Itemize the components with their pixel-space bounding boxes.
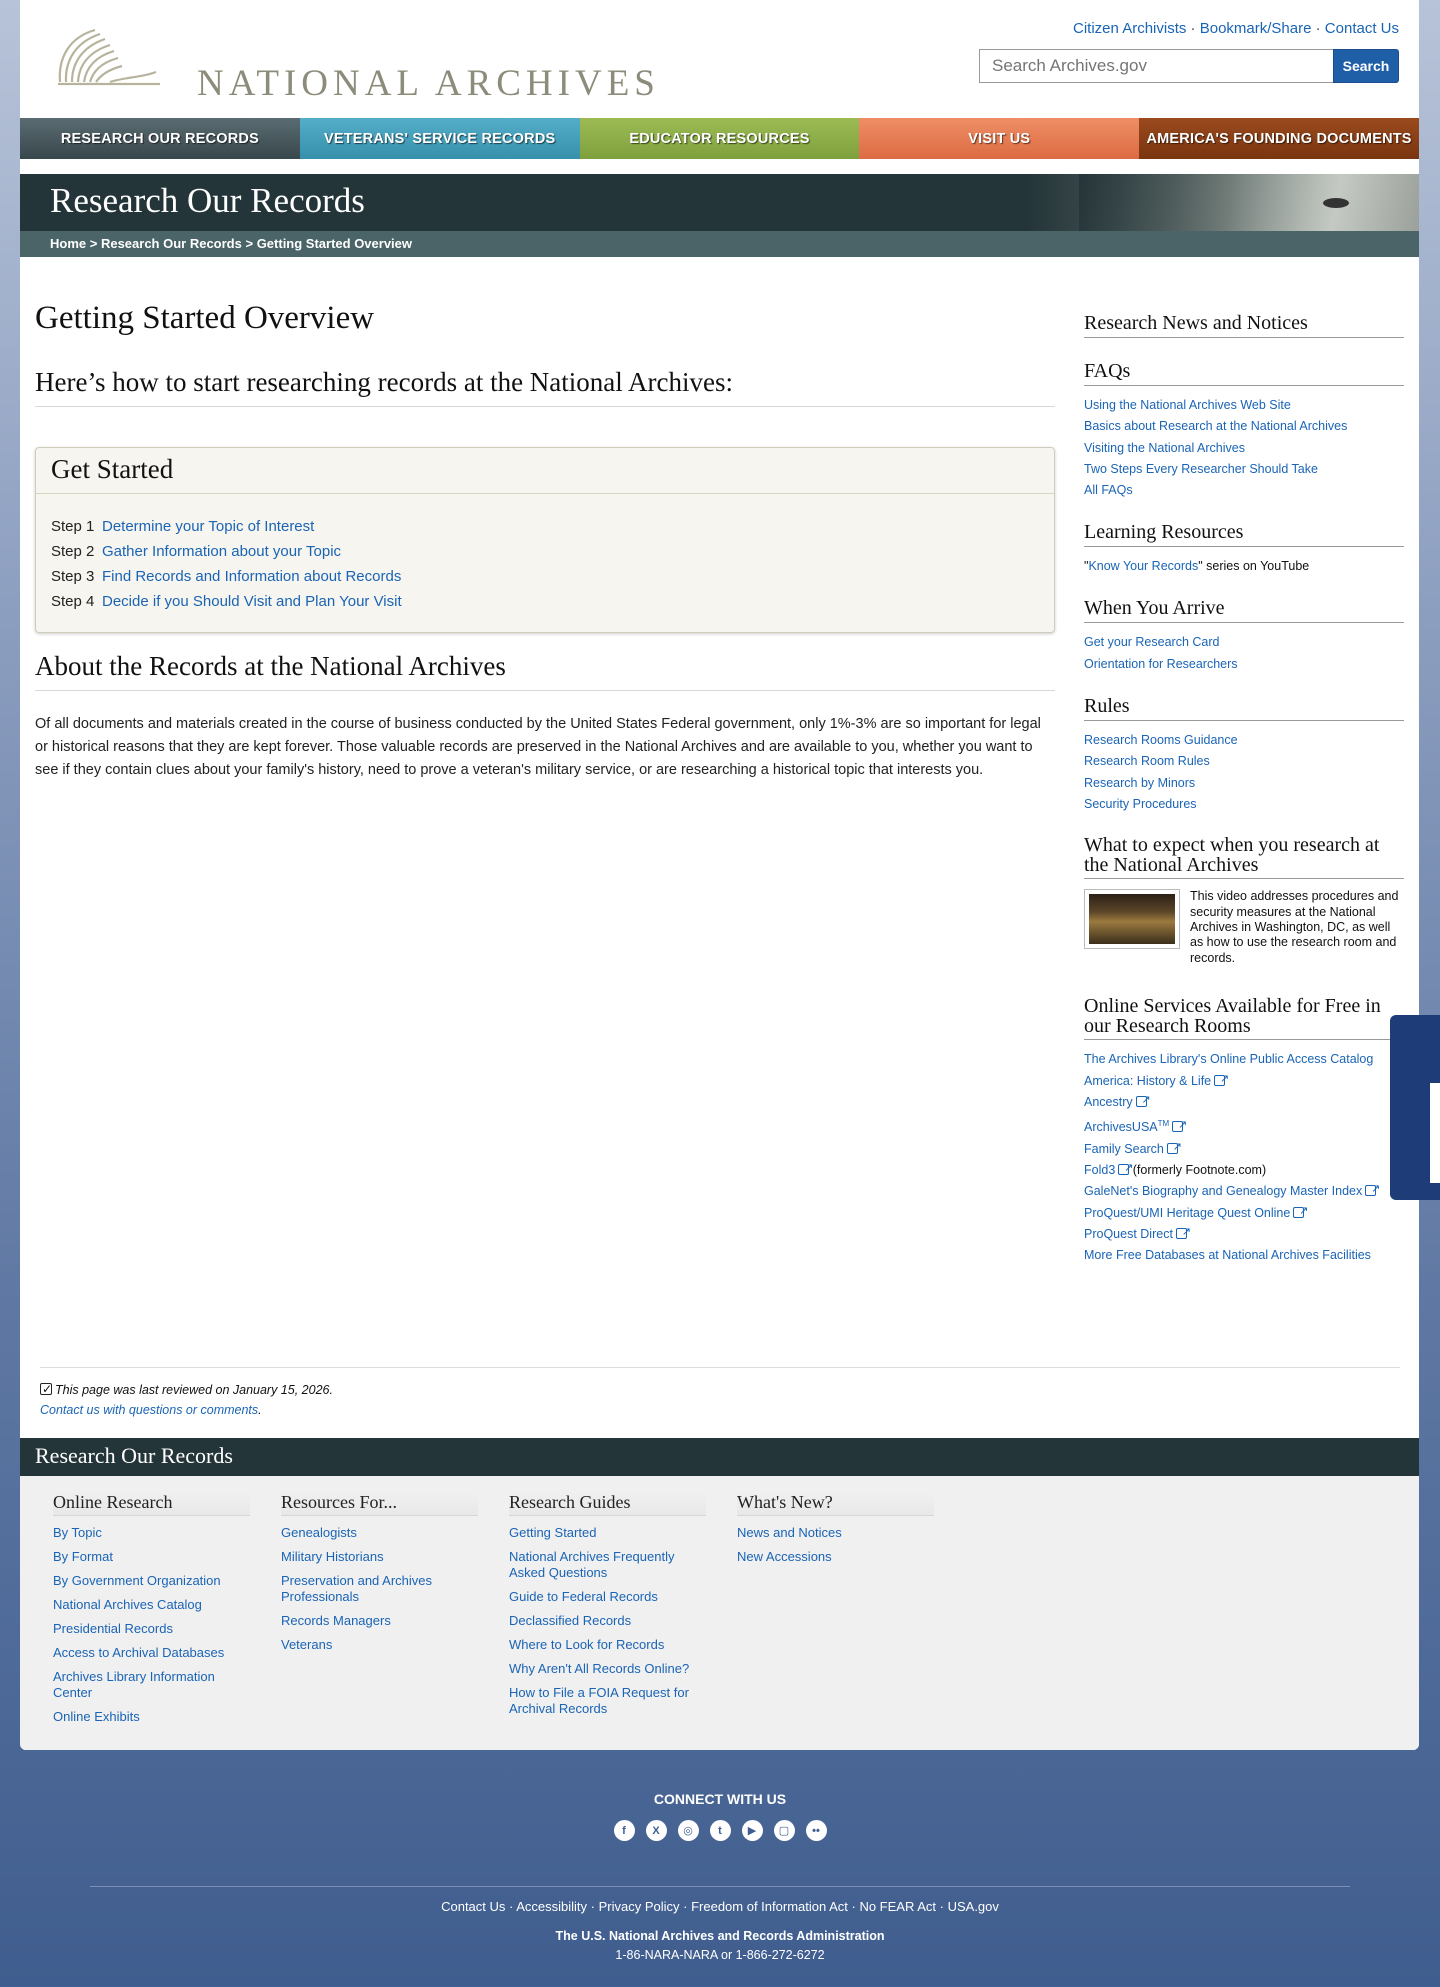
instagram-icon[interactable]: ◎ (678, 1820, 699, 1841)
about-text: Of all documents and materials created in the course of business conducted by the United States Federal government, only 1%-3% are so important for legal or historical reasons that they are kept forever. Those valuable records are preserved in the National Archives and are available to you, whether you want to see if they contain clues about your family's history, need to prove a veteran's military service, or are researching a historical topic that interests you. (35, 716, 1041, 778)
step-number: Step 4 (51, 593, 95, 610)
online-link[interactable]: More Free Databases at National Archives Facilities (1084, 1248, 1371, 1263)
footer-link[interactable]: Genealogists (281, 1525, 357, 1540)
footer-link[interactable]: By Format (53, 1549, 113, 1564)
learning-heading: Learning Resources (1084, 521, 1404, 547)
footer-link[interactable]: Archives Library Information Center (53, 1669, 215, 1700)
footer-link[interactable]: Where to Look for Records (509, 1637, 665, 1652)
banner-photo (1079, 174, 1419, 231)
footer-link[interactable]: Preservation and Archives Professionals (281, 1573, 433, 1604)
footer-divider (90, 1886, 1350, 1887)
bookmark-share-link[interactable]: Bookmark/Share (1199, 20, 1312, 37)
legal-link[interactable]: Freedom of Information Act (691, 1899, 848, 1914)
check-icon (40, 1383, 52, 1395)
video-thumbnail[interactable] (1084, 889, 1180, 949)
legal-link[interactable]: No FEAR Act (859, 1899, 937, 1914)
step-item (51, 564, 1039, 589)
quote-mark: " (1084, 559, 1089, 574)
footer-columns (20, 1476, 1419, 1750)
breadcrumb-research[interactable]: Research Our Records (100, 236, 242, 251)
footer-link[interactable]: News and Notices (737, 1525, 842, 1540)
footer-link[interactable]: By Government Organization (53, 1573, 221, 1588)
steps-list (36, 494, 1054, 632)
footer-link[interactable]: Veterans (281, 1637, 333, 1652)
step-number: Step 1 (51, 518, 95, 535)
video-description: This video addresses procedures and security measures at the National Archives in Washington, DC, as well as how to use the research room and records. (1190, 889, 1399, 965)
search-input[interactable] (979, 49, 1333, 83)
online-link[interactable]: ProQuest/UMI Heritage Quest Online (1084, 1205, 1291, 1220)
legal-link[interactable]: USA.gov (947, 1899, 999, 1914)
step-item (51, 539, 1039, 564)
flickr-icon[interactable]: •• (806, 1820, 827, 1841)
footer-link[interactable]: How to File a FOIA Request for Archival Records (509, 1685, 689, 1716)
page-title: Getting Started Overview (35, 300, 375, 336)
expect-heading: What to expect when you research at the National Archives (1084, 835, 1404, 879)
contact-us-link[interactable]: Contact Us (1324, 20, 1399, 37)
agency-name: The U.S. National Archives and Records Administration (555, 1929, 885, 1943)
get-started-heading: Get Started (36, 448, 1054, 494)
news-section (1084, 312, 1404, 338)
footer-link[interactable]: Guide to Federal Records (509, 1589, 658, 1604)
logo-text: NATIONAL ARCHIVES (197, 63, 660, 104)
online-link[interactable]: Ancestry (1084, 1094, 1133, 1109)
contact-questions-link[interactable]: Contact us with questions or comments (40, 1403, 259, 1417)
online-link[interactable]: ProQuest Direct (1084, 1226, 1173, 1241)
footer-column-heading: What's New? (737, 1492, 934, 1516)
faqs-heading: FAQs (1084, 360, 1404, 386)
online-heading: Online Services Available for Free in our Research Rooms (1084, 996, 1404, 1040)
footer-link[interactable]: Online Exhibits (53, 1709, 140, 1724)
eagle-logo-icon (50, 22, 160, 97)
x-twitter-icon[interactable]: X (646, 1820, 667, 1841)
expect-section (1084, 835, 1404, 966)
online-link[interactable]: ArchivesUSA (1084, 1120, 1158, 1135)
footer-link[interactable]: Why Aren't All Records Online? (509, 1661, 690, 1676)
step-item (51, 589, 1039, 614)
rules-link[interactable]: Security Procedures (1084, 796, 1197, 811)
step-number: Step 2 (51, 543, 95, 560)
external-link-icon (1365, 1185, 1376, 1196)
nav-educator-resources[interactable]: EDUCATOR RESOURCES (580, 118, 860, 159)
connect-heading: CONNECT WITH US (653, 1791, 787, 1807)
nav-veterans-service-records[interactable]: VETERANS' SERVICE RECORDS (300, 118, 580, 159)
know-your-records-link[interactable]: Know Your Records (1088, 559, 1199, 574)
youtube-icon[interactable]: ▶ (742, 1820, 763, 1841)
facebook-icon[interactable]: f (614, 1820, 635, 1841)
step-link[interactable]: Gather Information about your Topic (102, 543, 342, 560)
external-link-icon (1118, 1164, 1129, 1175)
legal-links: Contact Us · Accessibility · Privacy Policy · Freedom of Information Act · No FEAR Act · USA.gov (441, 1899, 999, 1914)
footer-column-research-guides (509, 1492, 706, 1725)
rules-link[interactable]: Research by Minors (1084, 775, 1196, 790)
about-heading: About the Records at the National Archives (35, 651, 1055, 691)
fold3-note: (formerly Footnote.com) (1129, 1162, 1267, 1177)
faq-link[interactable]: Visiting the National Archives (1084, 440, 1245, 455)
rules-section (1084, 695, 1404, 815)
online-link[interactable]: Fold3 (1084, 1162, 1116, 1177)
site-header (20, 0, 1419, 118)
footer-column-online-research (53, 1492, 250, 1733)
banner-title: Research Our Records (50, 181, 365, 220)
footer-link[interactable]: New Accessions (737, 1549, 832, 1564)
page-subtitle: Here’s how to start researching records at the National Archives: (35, 367, 1055, 407)
external-link-icon (1176, 1228, 1187, 1239)
step-number: Step 3 (51, 568, 95, 585)
external-link-icon (1214, 1075, 1225, 1086)
step-item (51, 514, 1039, 539)
arrive-link[interactable]: Orientation for Researchers (1084, 656, 1238, 671)
legal-link[interactable]: Accessibility (516, 1899, 588, 1914)
external-link-icon (1172, 1121, 1183, 1132)
search-button[interactable]: Search (1333, 49, 1399, 83)
footer-column-heading: Online Research (53, 1492, 250, 1516)
footer-link[interactable]: Records Managers (281, 1613, 391, 1628)
social-links (0, 1820, 1440, 1841)
get-started-box (35, 447, 1055, 633)
footer-link[interactable]: Declassified Records (509, 1613, 632, 1628)
contact-suffix: . (258, 1403, 262, 1417)
external-link-icon (1167, 1143, 1178, 1154)
legal-link[interactable]: Contact Us (441, 1899, 506, 1914)
faqs-section (1084, 360, 1404, 501)
phone-number: 1-86-NARA-NARA or 1-866-272-6272 (615, 1948, 825, 1962)
step-link[interactable]: Determine your Topic of Interest (102, 518, 315, 535)
footer-title: Research Our Records (20, 1438, 1419, 1476)
review-note (40, 1367, 1400, 1420)
online-link[interactable]: Family Search (1084, 1141, 1164, 1156)
main-nav (20, 118, 1419, 159)
online-link[interactable]: The Archives Library's Online Public Access Catalog (1084, 1052, 1374, 1067)
legal-link[interactable]: Privacy Policy (598, 1899, 680, 1914)
footer-column-heading: Research Guides (509, 1492, 706, 1516)
citizen-archivists-link[interactable]: Citizen Archivists (1073, 20, 1187, 37)
news-heading[interactable]: Research News and Notices (1084, 312, 1404, 338)
learning-section (1084, 521, 1404, 577)
nav-visit-us[interactable]: VISIT US (859, 118, 1139, 159)
footer-link[interactable]: Getting Started (509, 1525, 597, 1540)
nav-research-our-records[interactable]: RESEARCH OUR RECORDS (20, 118, 300, 159)
faq-link[interactable]: All FAQs (1084, 483, 1133, 498)
faq-link[interactable]: Using the National Archives Web Site (1084, 398, 1291, 412)
breadcrumb-home[interactable]: Home (50, 236, 87, 251)
external-link-icon (1293, 1207, 1304, 1218)
online-link[interactable]: GaleNet's Biography and Genealogy Master Index (1084, 1184, 1363, 1199)
national-archives-logo[interactable] (50, 22, 660, 104)
footer-link[interactable]: By Topic (53, 1525, 102, 1540)
nav-founding-documents[interactable]: AMERICA'S FOUNDING DOCUMENTS (1139, 118, 1419, 159)
tumblr-icon[interactable]: t (710, 1820, 731, 1841)
blog-icon[interactable]: ▢ (774, 1820, 795, 1841)
trademark-mark: TM (1157, 1119, 1170, 1129)
page-container (20, 0, 1419, 1750)
footer-link[interactable]: Military Historians (281, 1549, 384, 1564)
utility-links: Citizen Archivists · Bookmark/Share · Contact Us (1073, 20, 1399, 37)
rules-link[interactable]: Research Rooms Guidance (1084, 733, 1238, 748)
external-link-icon (1136, 1096, 1147, 1107)
reviewed-text: This page was last reviewed on January 15, 2026. (55, 1383, 333, 1397)
arrive-link[interactable]: Get your Research Card (1084, 635, 1220, 650)
breadcrumb: Home > Research Our Records > Getting Started Overview (20, 231, 1419, 257)
footer-column-heading: Resources For... (281, 1492, 478, 1516)
video-block (1084, 889, 1404, 966)
rules-link[interactable]: Research Room Rules (1084, 754, 1210, 769)
footer-link[interactable]: National Archives Catalog (53, 1597, 202, 1612)
sidebar (1084, 312, 1404, 1286)
rules-heading: Rules (1084, 695, 1404, 721)
online-link[interactable]: America: History & Life (1084, 1073, 1212, 1088)
learning-suffix: " series on YouTube (1198, 559, 1310, 574)
arrive-heading: When You Arrive (1084, 597, 1404, 623)
search-form (979, 49, 1399, 83)
footer-column-whats-new (737, 1492, 934, 1573)
footer-link[interactable]: National Archives Frequently Asked Questions (509, 1549, 675, 1580)
step-link[interactable]: Find Records and Information about Records (102, 568, 402, 585)
footer-column-resources (281, 1492, 478, 1661)
faq-link[interactable]: Basics about Research at the National Archives (1084, 419, 1348, 434)
learning-text (1084, 556, 1404, 577)
online-section (1084, 996, 1404, 1266)
step-link[interactable]: Decide if you Should Visit and Plan Your Visit (102, 593, 402, 610)
footer-link[interactable]: Presidential Records (53, 1621, 173, 1636)
footer-link[interactable]: Access to Archival Databases (53, 1645, 225, 1660)
side-feedback-tab[interactable] (1390, 1015, 1440, 1200)
section-banner (20, 174, 1419, 231)
breadcrumb-current: Getting Started Overview (256, 236, 413, 251)
arrive-section (1084, 597, 1404, 675)
main-content (35, 300, 1055, 782)
faq-link[interactable]: Two Steps Every Researcher Should Take (1084, 461, 1318, 476)
